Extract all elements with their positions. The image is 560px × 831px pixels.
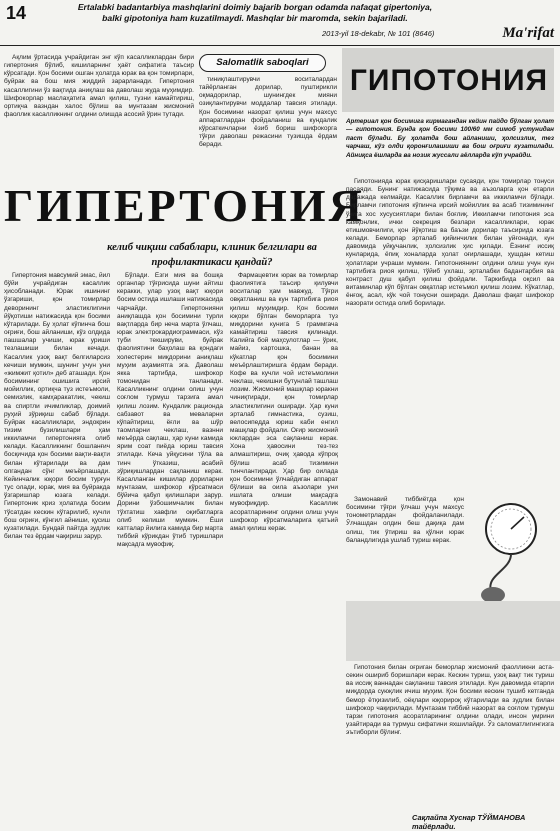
body-text: Фармацевтик юрак ва томирлар фаолиятига таъсир қилувчи воситалар ҳам мавжуд. Тўғри овқатланиш ва кун тартибига риоя қилиш муҳимдир. Қон босими юқори бўлган беморларга туз миқдорини кунига 5 граммгача камайтириш тавсия қилинади. Калийга бой маҳсулотлар — ўрик, майиз, картошка, банан ва кўкатлар қон босимини меъёрлаштиришга ёрдам беради. Кофе ва кучли чой истеъмолини чеклаш, чекишни бутунлай ташлаш лозим. Жисмоний машқлар юракни чиниқтиради, қон томирлар эластиклигини оширади. Ҳар куни эрталаб гимнастика, сузиш, велосипедда юриш каби енгил машқлар фойдали. Оғир жисмоний юклардан эса сақланиш керак. Хона ҳавосини тез-тез алмаштириш, очиқ ҳавода кўпроқ бўлиш асаб тизимини тинчлантиради. Ҳар бир оилада қон босимини ўлчайдиган аппарат бўлиши ва оила аъзолари уни ишлата олиши мақсадга мувофиқдир. Касаллик асоратларининг олдини олиш учун шифокор кўрсатмаларига қатъий амал қилиш керак.	[230, 272, 338, 532]
header-tagline	[40, 2, 470, 24]
sphygmomanometer-icon	[466, 495, 556, 605]
section-title: Ma'rifat	[502, 25, 554, 41]
body-text: Гипертония мавсумий эмас, йил бўйи учрайдиган касаллик ҳисобланади. Юрак ишининг ўзгариши, қон томирлар деворининг эластиклигини йўқотиши натижасида қон босими кўтарилади. Бу ҳолат кўпинча бош оғриғи, бош айланиши, кўз олдида пашшалар учиши, юрак уриши тезлашиши билан кечади. Касаллик узоқ вақт белгиларсиз кечиши мумкин, шунинг учун уни «жимжит қотил» деб аташади. Қон босимининг ошишига ирсий мойиллик, ортиқча туз истеъмоли, семизлик, камҳаракатлик, чекиш ва спиртли ичимликлар, доимий руҳий зўриқиш сабаб бўлади. Буйрак касалликлари, эндокрин тизим бузилишлари ҳам иккиламчи гипертонияга олиб келади. Касалликнинг бошланғич босқичида қон босими вақти-вақти билан кўтарилади ва дам олгандан сўнг меъёрлашади. Кейинчалик юқори босим турғун тус олади, юрак, мия ва буйракда ўзгаришлар юзага келади. Гипертоник криз ҳолатида босим тўсатдан кескин кўтарилиб, кучли бош оғриғи, кўнгил айниши, қусиш кузатилади. Бундай пайтда зудлик билан тез ёрдам чақириш зарур.	[4, 272, 110, 540]
article-column-3	[230, 272, 338, 810]
gauge-tube	[490, 554, 511, 591]
body-text: Гипотония билан оғриган беморлар жисмоний фаолликни аста-секин ошириб боришлари керак. Кескин туриш, узоқ вақт тик туриш ва иссиқ ваннадан сақланиш тавсия этилади. Кун давомида етарли миқдорда суюқлик ичиш муҳим. Қон босими кескин тушиб кетганда бемор ётқизилиб, оёқлари юқорироқ кўтарилади ва зудлик билан шифокор чақирилади. Мунтазам тиббий назорат ва соғлом турмуш тарзи гипотония асоратларининг олдини олади, инсон умрини узайтиради ва турмуш сифатини яхшилайди. Ўз саломатлигингизга эътиборли бўлинг.	[346, 664, 554, 737]
headline-hypotonia: ГИПОТОНИЯ	[349, 64, 549, 97]
body-text: Ақлим ўртасида учрайдиган энг кўп касалликлардан бири гипертония бўлиб, кишиларнинг ҳаёт сифатига таъсир кўрсатади. Қон босими ошган ҳолатда юрак ва қон томирлари, буйрак ва бош мия жиддий зарарланади. Гипертония касаллигини ўз вақтида аниқлаш ва даволаш жуда муҳимдир. Шифокорлар маслаҳатига амал қилиш, тузни камайтириш, ортиқча вазндан халос бўлиш ва мунтазам жисмоний фаоллик касалликнинг олдини олишда асосий ўрин тутади.	[4, 54, 194, 119]
page-header	[0, 0, 560, 46]
body-text: Бўлади. Ёзги мия ва бошқа органлар тўғрисида шуни айтиш керакки, улар узоқ вақт юқори босим остида ишлаши натижасида чарчайди. Гипертонияни аниқлашда қон босимини турли вақтларда бир неча марта ўлчаш, юрак электрокардиограммаси, кўз туби текшируви, буйрак фаолиятини баҳолаш ва қондаги холестерин миқдорини аниқлаш муҳим аҳамиятга эга. Даволаш якка тартибда, шифокор томонидан танланади. Касалликнинг олдини олиш учун соғлом турмуш тарзига амал қилиш лозим. Кундалик рационда сабзавот ва меваларни кўпайтириш, ёғли ва шўр таомларни чеклаш, вазнни меъёрда сақлаш, ҳар куни камида ярим соат пиёда юриш тавсия этилади. Кеча уйқусини тўла ва тинч ўтказиш, асабий зўриқишлардан сақланиш керак. Касалланган кишилар дориларни мунтазам, шифокор кўрсатмаси бўйича қабул қилишлари зарур. Дорини ўзбошимчалик билан тўхтатиш хавфли оқибатларга олиб келиши мумкин. Ёши катталар йилига камида бир марта тиббий кўрикдан ўтиб туришлари мақсадга мувофиқ.	[117, 272, 223, 549]
lead-paragraph: Артериал қон босимига кирмагандан кейин пайдо бўлган ҳолат — гипотония. Бунда қон босими 100/60 мм симоб устунидан паст бўлади. Бу ҳолатда бош айланиши, ҳолсизлик, тез чарчаш, кўз олди қоронғилашиши ва бош оғриғи кузатилади. Айниқса ёшларда ва нозик жуссали аёлларда кўп учрайди.	[346, 118, 554, 159]
article-column-5-bottom	[346, 664, 554, 808]
blood-pressure-photo	[346, 601, 560, 661]
body-text: Замонавий тиббиётда қон босимини тўғри ўлчаш учун махсус тонометрлардан фойдаланилади. Ўлчашдан олдин беш дақиқа дам олиш, тик ўтириш ва қўлни юрак баландлигида ушлаб туриш керак.	[346, 496, 464, 544]
page-number: 14	[6, 3, 27, 23]
subtitle-line-1: келиб чиқиш сабаблари, клиник белгилари ва	[107, 242, 317, 253]
article-column-5-top	[346, 496, 464, 600]
byline: Сақлайпа Хуснар ТЎЙМАНОВА тайёрлади.	[412, 813, 526, 831]
article-column-top-middle	[199, 76, 337, 168]
headline-subtitle	[82, 240, 342, 270]
article-column-2	[117, 272, 223, 810]
headline-hypertonia: ГИПЕРТОНИЯ	[4, 180, 365, 231]
article-column-top-left	[4, 54, 194, 166]
body-text: тиниқлаштирувчи воситалардан тайёрланган дорилар, пуштирикли оқмадорилар, шунингдек мияни озиқлантирувчи моддалар тавсия этилади. Қон босимини назорат қилиш учун махсус аппаратлардан фойдаланиш ва кундалик кўрсаткичларни ёзиб бориш шифокорга тўғри даволаш режасини тузишда ёрдам беради.	[199, 76, 337, 149]
subtitle-line-2: профилактикаси қандай?	[151, 257, 273, 268]
tagline-line-1: Ertalabki badantarbiya mashqlarini doimiy bajarib borgan odamda nafaqat gipertoniya,	[77, 2, 433, 12]
tagline-line-2: balki gipotoniya ham kuzatilmaydi. Mashqlar bir maromda, sekin bajariladi.	[102, 13, 408, 23]
rubric-label: Salomatlik saboqlari	[199, 54, 326, 72]
article-column-4	[346, 178, 554, 496]
body-text: Гипотонияда юрак қисқаришлари сусаяди, қон томирлар тонуси пасаяди. Бунинг натижасида тўқима ва аъзоларга қон етарли даражада келмайди. Касаллик бирламчи ва иккиламчи бўлади. Бирламчи гипотония кўпинча ирсий мойиллик ва асаб тизимининг ўзига хос хусусиятлари билан боғлиқ. Иккиламчи гипотония эса камқонлик, ички секреция безлари касалликлари, юрак етишмовчилиги, қон йўқотиш ва баъзи дорилар таъсирида юзага келади. Беморлар эрталаб қийинчилик билан уйғонади, кун давомида уйқучанлик, ҳолсизлик ҳис қилади. Ёзнинг иссиқ кунларида, ёпиқ хоналарда ҳолат оғирлашади, ҳушдан кетиш ҳолатлари учраши мумкин. Гипотониянинг олдини олиш учун кун тартибига риоя қилиш, тўйиб ухлаш, эрталабки бадантарбия ва контраст душ қабул қилиш фойдали. Таркибида оқсил ва витаминлар кўп бўлган овқатлар истеъмол қилиш лозим. Кўкатлар, ёнғоқ, асал, кўк чой тонусни оширади. Даволаш фақат шифокор назорати остида олиб борилади.	[346, 178, 554, 308]
article-column-1	[4, 272, 110, 810]
issue-line: 2013-yil 18-dekabr, № 101 (8646)	[322, 29, 435, 38]
